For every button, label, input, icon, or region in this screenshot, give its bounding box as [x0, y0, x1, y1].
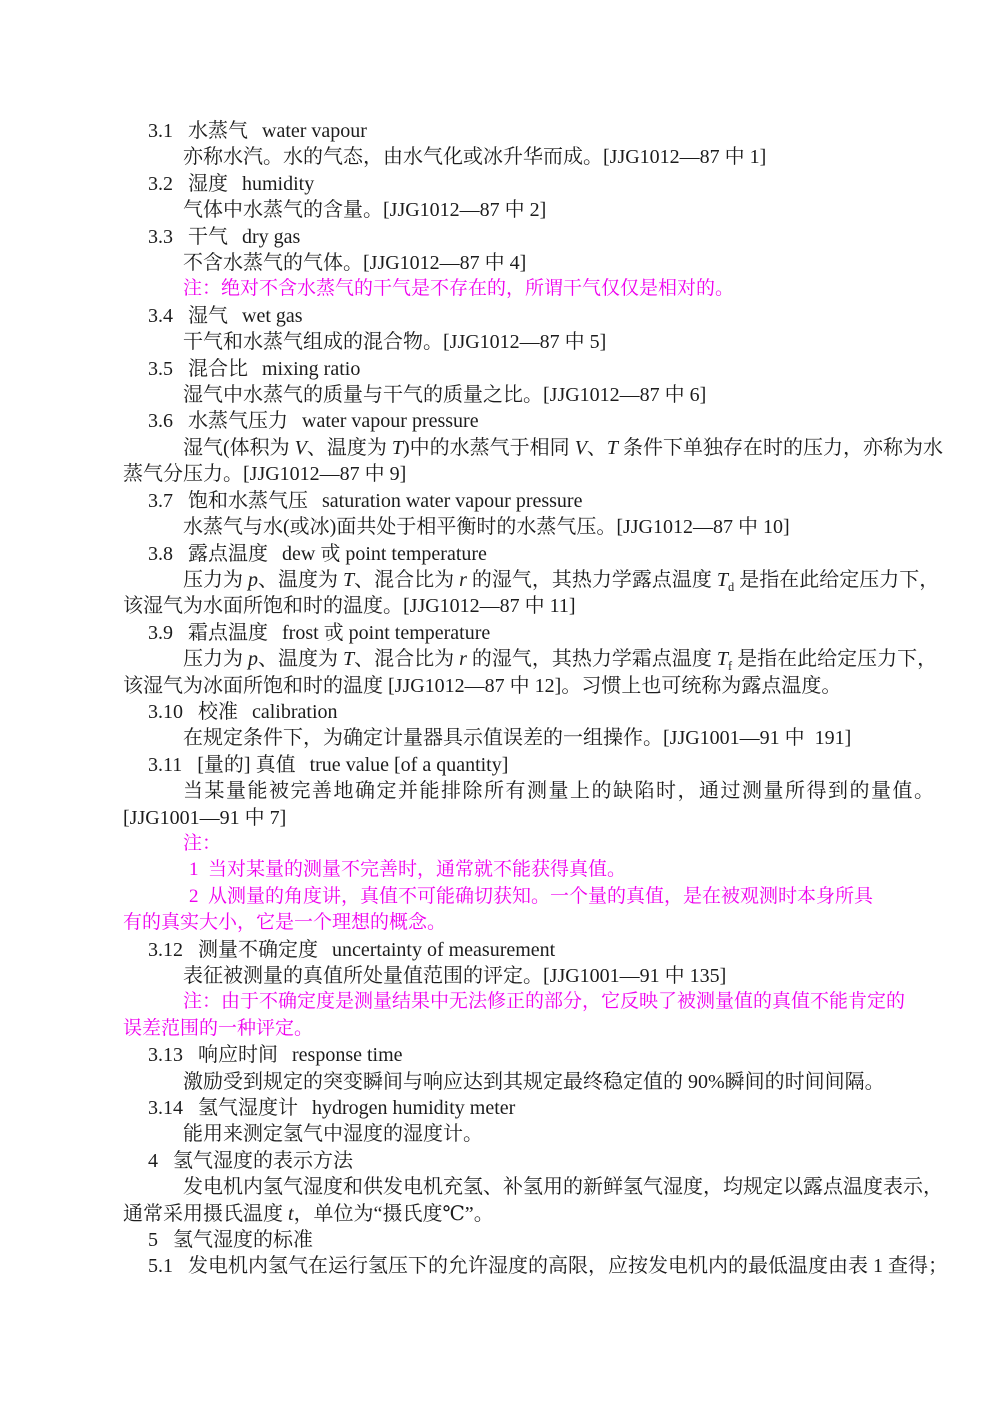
- clause-text: 发电机内氢气在运行氢压下的允许湿度的高限，应按发电机内的最低温度由表 1 查得；: [188, 1255, 948, 1278]
- section-number: 3.1: [148, 120, 173, 142]
- section-3-6-definition-line-1: 湿气(体积为 V、温度为 T)中的水蒸气于相同 V、T 条件下单独存在时的压力，亦称为水: [183, 436, 944, 459]
- section-3-8-heading: [123, 541, 873, 567]
- section-number: 5.1: [148, 1255, 173, 1278]
- section-3-7-heading: [123, 488, 873, 514]
- section-3-3-heading: [123, 224, 873, 250]
- section-3-9-heading: [123, 620, 873, 646]
- section-3-4-definition: 干气和水蒸气组成的混合物。[JJG1012—87 中 5]: [183, 331, 607, 354]
- section-3-4-heading: [123, 303, 873, 329]
- term-zh: 霜点温度: [188, 621, 268, 644]
- section-number: 3.13: [148, 1044, 183, 1067]
- section-3-9-definition-line-1: 压力为 p、温度为 T、混合比为 r 的湿气，其热力学霜点温度 $T_f$ 是指在此给定压力下，: [183, 648, 938, 674]
- term-en: mixing ratio: [262, 357, 361, 380]
- section-3-3-note: 注：绝对不含水蒸气的干气是不存在的，所谓干气仅仅是相对的。: [183, 278, 735, 300]
- term-zh: 响应时间: [198, 1044, 278, 1067]
- section-3-11-definition-line-1: 当某量能被完善地确定并能排除所有测量上的缺陷时，通过测量所得到的量值。: [183, 780, 936, 803]
- term-zh: [量的] 真值: [197, 753, 296, 776]
- term-en: hydrogen humidity meter: [312, 1097, 516, 1120]
- section-3-9-definition-line-2: 该湿气为冰面所饱和时的温度 [JJG1012—87 中 12]。习惯上也可统称为露点温度。: [123, 674, 842, 697]
- section-3-7-definition: 水蒸气与水(或冰)面共处于相平衡时的水蒸气压。[JJG1012—87 中 10]: [183, 516, 790, 539]
- term-en: frost 戓 point temperature: [282, 621, 491, 644]
- term-en: dry gas: [242, 225, 301, 248]
- section-3-1-definition: 亦称水汽。水的气态，由水气化或冰升华而成。[JJG1012—87 中 1]: [183, 146, 767, 169]
- section-4-heading: [123, 1148, 873, 1174]
- section-3-8-definition-line-1: 压力为 p、温度为 T、混合比为 r 的湿气，其热力学露点温度 $T_d$ 是指在此给定压力下，: [183, 568, 940, 594]
- term-en: uncertainty of measurement: [332, 938, 556, 961]
- section-3-11-definition-line-2: [JJG1001—91 中 7]: [123, 806, 287, 829]
- term-zh: 水蒸气: [188, 120, 248, 142]
- section-5-heading: [123, 1227, 873, 1253]
- section-3-6-definition-line-2: 蒸气分压力。[JJG1012—87 中 9]: [123, 463, 407, 486]
- section-number: 3.3: [148, 225, 173, 248]
- term-zh: 湿度: [188, 172, 228, 195]
- term-zh: 氢气湿度计: [198, 1097, 298, 1120]
- section-number: 3.8: [148, 542, 173, 565]
- section-3-12-note-line-1: 注：由于不确定度是测量结果中无法修正的部分，它反映了被测量值的真值不能肯定的: [183, 991, 906, 1013]
- section-number: 3.14: [148, 1097, 183, 1120]
- section-number: 3.11: [148, 753, 183, 776]
- term-zh: 混合比: [188, 357, 248, 380]
- term-en: wet gas: [242, 304, 303, 327]
- section-number: 3.6: [148, 410, 173, 433]
- section-4-body-line-2: 通常采用摄氏温度 t，单位为“摄氏度℃”。: [123, 1202, 494, 1225]
- term-en: water vapour pressure: [302, 410, 479, 433]
- section-number: 3.5: [148, 357, 173, 380]
- section-3-12-note-line-2: 误差范围的一种评定。: [123, 1017, 314, 1039]
- section-3-10-definition: 在规定条件下，为确定计量器具示值误差的一组操作。[JJG1001—91 中 191]: [183, 727, 852, 750]
- clause-5-1-paragraph: [123, 1253, 948, 1279]
- term-zh: 水蒸气压力: [188, 410, 288, 433]
- term-en: humidity: [242, 172, 315, 195]
- term-zh: 干气: [188, 225, 228, 248]
- term-zh: 湿气: [188, 304, 228, 327]
- section-3-6-heading: [123, 408, 873, 434]
- section-number: 3.9: [148, 621, 173, 644]
- term-zh: 饱和水蒸气压: [188, 489, 308, 512]
- section-number: 3.12: [148, 938, 183, 961]
- section-3-2-definition: 气体中水蒸气的含量。[JJG1012—87 中 2]: [183, 199, 547, 222]
- term-en: saturation water vapour pressure: [322, 489, 583, 512]
- section-number: 3.10: [148, 700, 183, 723]
- section-3-8-definition-line-2: 该湿气为水面所饱和时的温度。[JJG1012—87 中 11]: [123, 595, 576, 618]
- section-number: 4: [148, 1149, 158, 1172]
- section-number: 3.4: [148, 304, 173, 327]
- section-4-body-line-1: 发电机内氢气湿度和供发电机充氢、补氢用的新鲜氢气湿度，均规定以露点温度表示，: [183, 1176, 943, 1199]
- section-3-1-heading: [123, 118, 873, 144]
- section-3-2-heading: [123, 171, 873, 197]
- section-3-12-heading: [123, 937, 873, 963]
- section-3-14-definition: 能用来测定氢气中湿度的湿度计。: [183, 1123, 483, 1146]
- section-3-11-note-label: 注：: [183, 832, 222, 854]
- term-en: response time: [292, 1044, 403, 1067]
- term-zh: 氢气湿度的标准: [173, 1229, 313, 1252]
- document-text-block: [123, 118, 948, 1280]
- section-3-5-definition: 湿气中水蒸气的质量与干气的质量之比。[JJG1012—87 中 6]: [183, 384, 707, 407]
- section-3-13-heading: [123, 1042, 873, 1068]
- term-zh: 露点温度: [188, 542, 268, 565]
- term-en: dew 戓 point temperature: [282, 542, 487, 565]
- section-3-11-heading: [123, 752, 873, 778]
- section-3-11-note-item-2-line-1: 2 从测量的角度讲，真值不可能确切获知。一个量的真值，是在被观测时本身所具: [189, 885, 874, 907]
- section-3-11-note-item-2-line-2: 有的真实大小，它是一个理想的概念。: [123, 912, 447, 934]
- section-3-11-note-item-1: 1 当对某量的测量不完善时，通常就不能获得真值。: [189, 859, 627, 881]
- term-zh: 测量不确定度: [198, 938, 318, 961]
- section-number: 3.7: [148, 489, 173, 512]
- term-en: calibration: [252, 700, 338, 723]
- section-3-5-heading: [123, 356, 873, 382]
- term-zh: 氢气湿度的表示方法: [173, 1149, 353, 1172]
- section-3-3-definition: 不含水蒸气的气体。[JJG1012—87 中 4]: [183, 252, 527, 275]
- section-3-12-definition: 表征被测量的真值所处量值范围的评定。[JJG1001—91 中 135]: [183, 965, 727, 987]
- section-number: 5: [148, 1229, 158, 1252]
- section-number: 3.2: [148, 172, 173, 195]
- term-zh: 校准: [198, 700, 238, 723]
- term-en: true value [of a quantity]: [309, 753, 509, 776]
- term-en: water vapour: [262, 120, 367, 142]
- section-3-14-heading: [123, 1095, 873, 1121]
- section-3-13-definition: 激励受到规定的突变瞬间与响应达到其规定最终稳定值的 90%瞬间的时间间隔。: [183, 1070, 885, 1093]
- section-3-10-heading: [123, 699, 873, 725]
